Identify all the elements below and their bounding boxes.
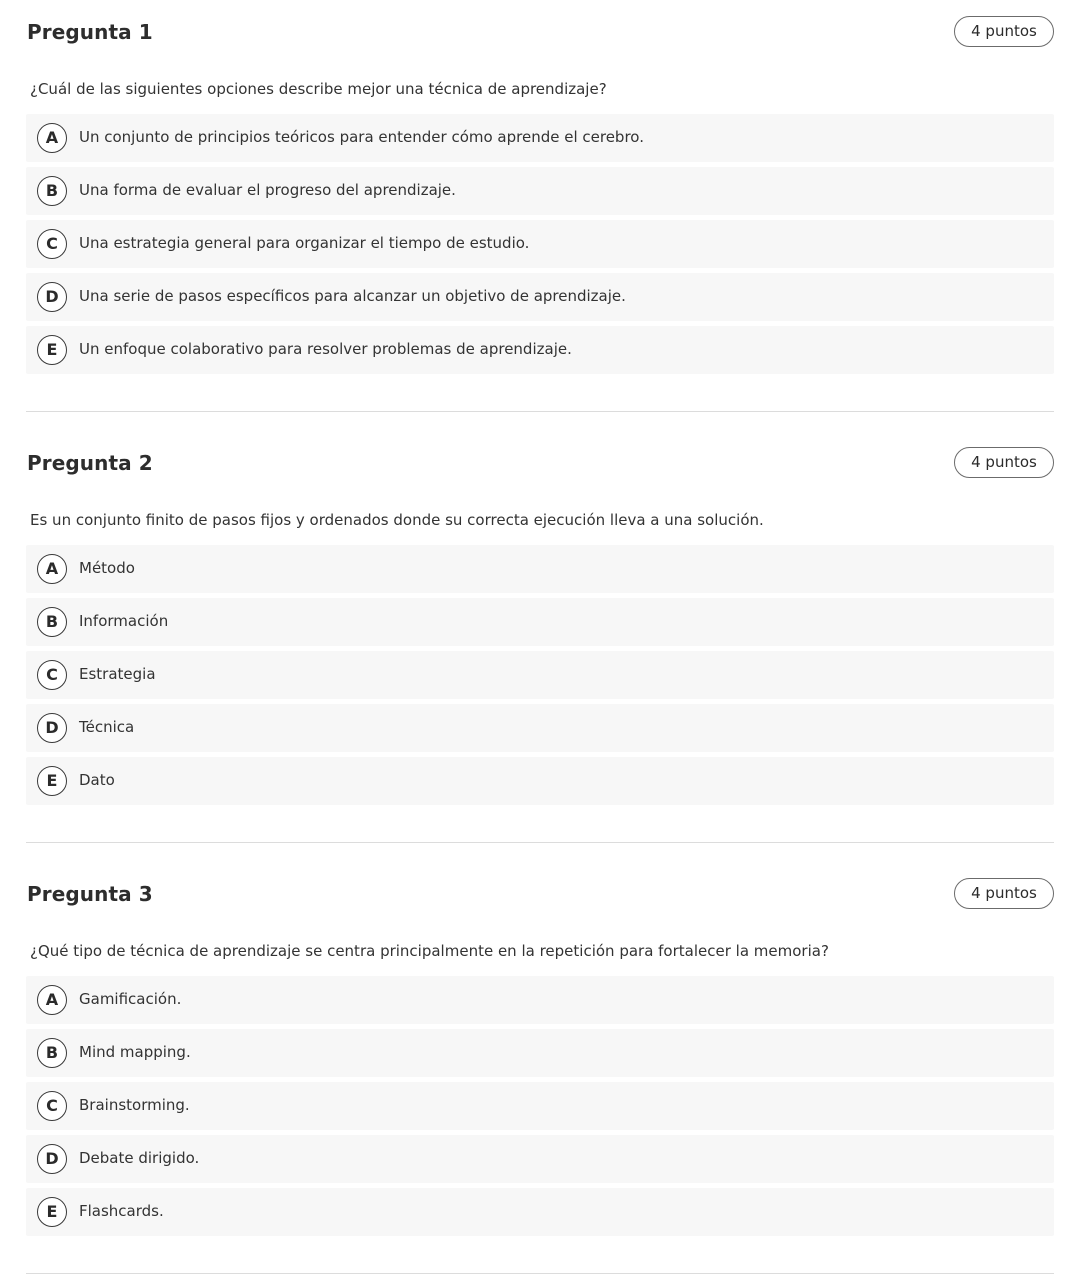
- option-letter-badge: E: [37, 1197, 67, 1227]
- option-text: Brainstorming.: [79, 1096, 190, 1114]
- option-text: Gamificación.: [79, 990, 182, 1008]
- question-title: Pregunta 1: [27, 20, 153, 44]
- options-list: [26, 114, 1054, 379]
- option-letter-badge: B: [37, 607, 67, 637]
- option-letter-badge: E: [37, 335, 67, 365]
- option-letter-badge: D: [37, 1144, 67, 1174]
- option-text: Una forma de evaluar el progreso del aprendizaje.: [79, 181, 456, 199]
- question-header: [26, 447, 1054, 481]
- points-badge: 4 puntos: [954, 16, 1054, 47]
- option-b[interactable]: [26, 1029, 1054, 1077]
- option-c[interactable]: [26, 651, 1054, 699]
- option-letter-badge: B: [37, 176, 67, 206]
- question-title: Pregunta 2: [27, 451, 153, 475]
- option-a[interactable]: [26, 976, 1054, 1024]
- option-e[interactable]: [26, 1188, 1054, 1236]
- option-text: Técnica: [79, 718, 135, 736]
- option-letter-badge: A: [37, 985, 67, 1015]
- points-badge: 4 puntos: [954, 878, 1054, 909]
- option-text: Debate dirigido.: [79, 1149, 200, 1167]
- option-a[interactable]: [26, 545, 1054, 593]
- question-3: [26, 878, 1054, 1221]
- points-badge: 4 puntos: [954, 447, 1054, 478]
- option-c[interactable]: [26, 1082, 1054, 1130]
- option-a[interactable]: [26, 114, 1054, 162]
- question-text: ¿Cuál de las siguientes opciones describe mejor una técnica de aprendizaje?: [30, 80, 607, 98]
- option-text: Método: [79, 559, 135, 577]
- option-text: Una estrategia general para organizar el tiempo de estudio.: [79, 234, 530, 252]
- option-letter-badge: C: [37, 660, 67, 690]
- option-letter-badge: E: [37, 766, 67, 796]
- options-list: [26, 545, 1054, 810]
- option-b[interactable]: [26, 167, 1054, 215]
- option-e[interactable]: [26, 757, 1054, 805]
- option-d[interactable]: [26, 1135, 1054, 1183]
- question-divider: [26, 1273, 1054, 1274]
- option-text: Una serie de pasos específicos para alcanzar un objetivo de aprendizaje.: [79, 287, 626, 305]
- option-letter-badge: A: [37, 123, 67, 153]
- option-text: Dato: [79, 771, 115, 789]
- option-text: Flashcards.: [79, 1202, 164, 1220]
- option-text: Un enfoque colaborativo para resolver problemas de aprendizaje.: [79, 340, 572, 358]
- option-d[interactable]: [26, 704, 1054, 752]
- question-divider: [26, 411, 1054, 412]
- option-text: Información: [79, 612, 169, 630]
- question-divider: [26, 842, 1054, 843]
- option-text: Un conjunto de principios teóricos para entender cómo aprende el cerebro.: [79, 128, 644, 146]
- question-text: ¿Qué tipo de técnica de aprendizaje se centra principalmente en la repetición para fortalecer la memoria?: [30, 942, 829, 960]
- option-letter-badge: D: [37, 282, 67, 312]
- option-e[interactable]: [26, 326, 1054, 374]
- option-c[interactable]: [26, 220, 1054, 268]
- question-2: [26, 447, 1054, 790]
- option-letter-badge: C: [37, 1091, 67, 1121]
- question-header: [26, 878, 1054, 912]
- option-letter-badge: C: [37, 229, 67, 259]
- question-header: [26, 16, 1054, 50]
- question-title: Pregunta 3: [27, 882, 153, 906]
- option-text: Estrategia: [79, 665, 156, 683]
- option-letter-badge: A: [37, 554, 67, 584]
- option-b[interactable]: [26, 598, 1054, 646]
- option-letter-badge: B: [37, 1038, 67, 1068]
- question-1: [26, 16, 1054, 359]
- options-list: [26, 976, 1054, 1241]
- option-letter-badge: D: [37, 713, 67, 743]
- question-text: Es un conjunto finito de pasos fijos y ordenados donde su correcta ejecución lleva a una solución.: [30, 511, 764, 529]
- option-d[interactable]: [26, 273, 1054, 321]
- option-text: Mind mapping.: [79, 1043, 191, 1061]
